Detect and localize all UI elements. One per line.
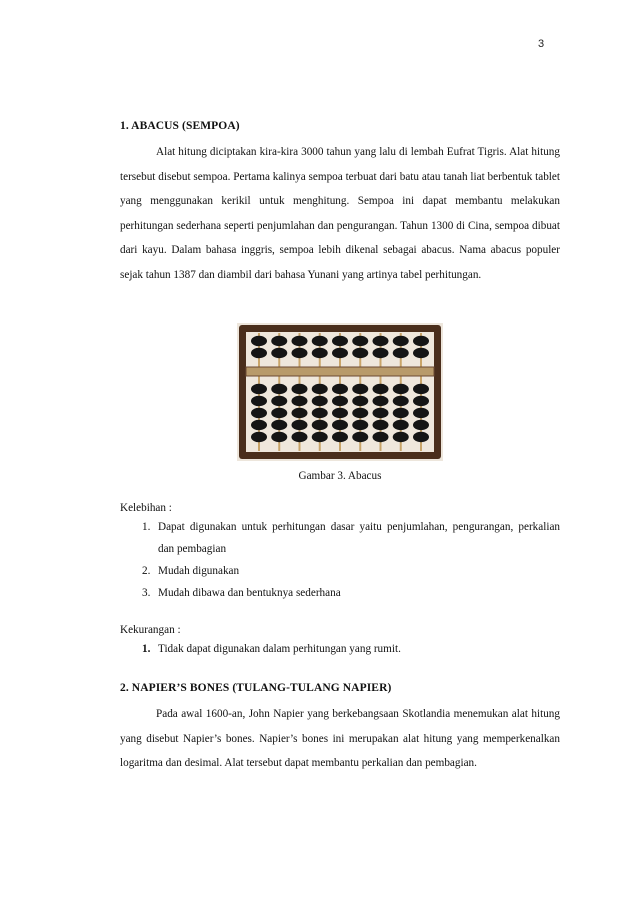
abacus-bead [413,396,429,406]
abacus-bead [271,348,287,358]
list-text: Mudah dibawa dan bentuknya sederhana [158,587,341,599]
abacus-bead [332,384,348,394]
list-number: 1. [142,643,151,655]
abacus-bead [251,336,267,346]
abacus-bead [312,396,328,406]
abacus-bead [292,420,308,430]
list-item [120,516,560,560]
abacus-bead [373,432,389,442]
abacus-bead [271,420,287,430]
abacus-bead [292,336,308,346]
list-text: Tidak dapat digunakan dalam perhitungan yang rumit. [158,643,401,655]
abacus-bead [373,396,389,406]
abacus-image [237,323,443,461]
abacus-bead [251,384,267,394]
list-text: Dapat digunakan untuk perhitungan dasar yaitu penjumlahan, pengurangan, perkalian dan pembagian [158,521,560,555]
document-body [120,120,560,776]
abacus-bead [251,408,267,418]
advantages-label: Kelebihan : [120,502,172,514]
section-heading-napier: 2. NAPIER’S BONES (TULANG-TULANG NAPIER) [120,682,392,694]
abacus-bead [373,336,389,346]
abacus-bead [271,396,287,406]
list-text: Mudah digunakan [158,565,240,577]
abacus-bead [393,384,409,394]
abacus-bead [292,408,308,418]
abacus-bead [332,348,348,358]
abacus-bead [292,348,308,358]
abacus-bead [292,432,308,442]
abacus-bead [413,384,429,394]
abacus-bead [271,408,287,418]
abacus-bead [332,432,348,442]
abacus-bead [271,336,287,346]
section-heading-abacus: 1. ABACUS (SEMPOA) [120,120,240,132]
list-number: 1. [142,521,151,533]
abacus-bead [393,336,409,346]
abacus-bead [312,432,328,442]
abacus-bead [352,432,368,442]
abacus-bead [373,408,389,418]
abacus-bead [251,348,267,358]
abacus-bead [413,432,429,442]
abacus-bead [312,408,328,418]
abacus-bead [393,348,409,358]
abacus-bead [413,408,429,418]
abacus-bead [271,432,287,442]
figure-caption: Gambar 3. Abacus [298,470,382,482]
list-number: 2. [142,565,151,577]
list-item [120,582,560,604]
abacus-paragraph: Alat hitung diciptakan kira-kira 3000 tahun yang lalu di lembah Eufrat Tigris. Alat hitung tersebut disebut sempoa. Pertama kalinya sempoa terbuat dari batu atau tanah liat berbentuk tablet yang menggunakan kerikil untuk menghitung. Sempoa ini dapat membantu melakukan perhitungan sederhana seperti penjumlahan dan pengurangan. Tahun 1300 di Cina, sempoa dibuat dari kayu. Dalam bahasa inggris, sempoa lebih dikenal sebagai abacus. Nama abacus populer sejak tahun 1387 dan diambil dari bahasa Yunani yang artinya tabel perhitungan. [120,146,560,281]
abacus-bead [251,420,267,430]
abacus-bead [312,336,328,346]
list-number: 3. [142,587,151,599]
abacus-figure [120,323,560,461]
abacus-bead [352,384,368,394]
abacus-bead [251,396,267,406]
abacus-bead [251,432,267,442]
abacus-bead [352,336,368,346]
abacus-bead [312,348,328,358]
napier-paragraph: Pada awal 1600-an, John Napier yang berkebangsaan Skotlandia menemukan alat hitung yang disebut Napier’s bones. Napier’s bones ini merupakan alat hitung yang memperkenalkan logaritma dan desimal. Alat tersebut dapat membantu perkalian dan pembagian. [120,708,560,769]
list-item [120,638,560,660]
abacus-bead [373,420,389,430]
abacus-bead [393,420,409,430]
advantages-list [120,516,560,604]
abacus-bead [352,348,368,358]
abacus-bead [393,408,409,418]
abacus-bead [413,420,429,430]
abacus-bead [373,348,389,358]
abacus-bead [271,384,287,394]
abacus-bead [332,396,348,406]
disadvantages-list [120,638,560,660]
abacus-bead [332,336,348,346]
abacus-bead [352,408,368,418]
abacus-bead [312,420,328,430]
abacus-bead [292,384,308,394]
abacus-bead [332,420,348,430]
page-number: 3 [538,38,545,50]
abacus-bead [393,396,409,406]
abacus-bead [352,396,368,406]
abacus-bead [292,396,308,406]
abacus-bead [373,384,389,394]
abacus-bead [413,348,429,358]
disadvantages-label: Kekurangan : [120,624,181,636]
abacus-bead [393,432,409,442]
abacus-bead [312,384,328,394]
abacus-bead [352,420,368,430]
abacus-bead [413,336,429,346]
abacus-bead [332,408,348,418]
list-item [120,560,560,582]
